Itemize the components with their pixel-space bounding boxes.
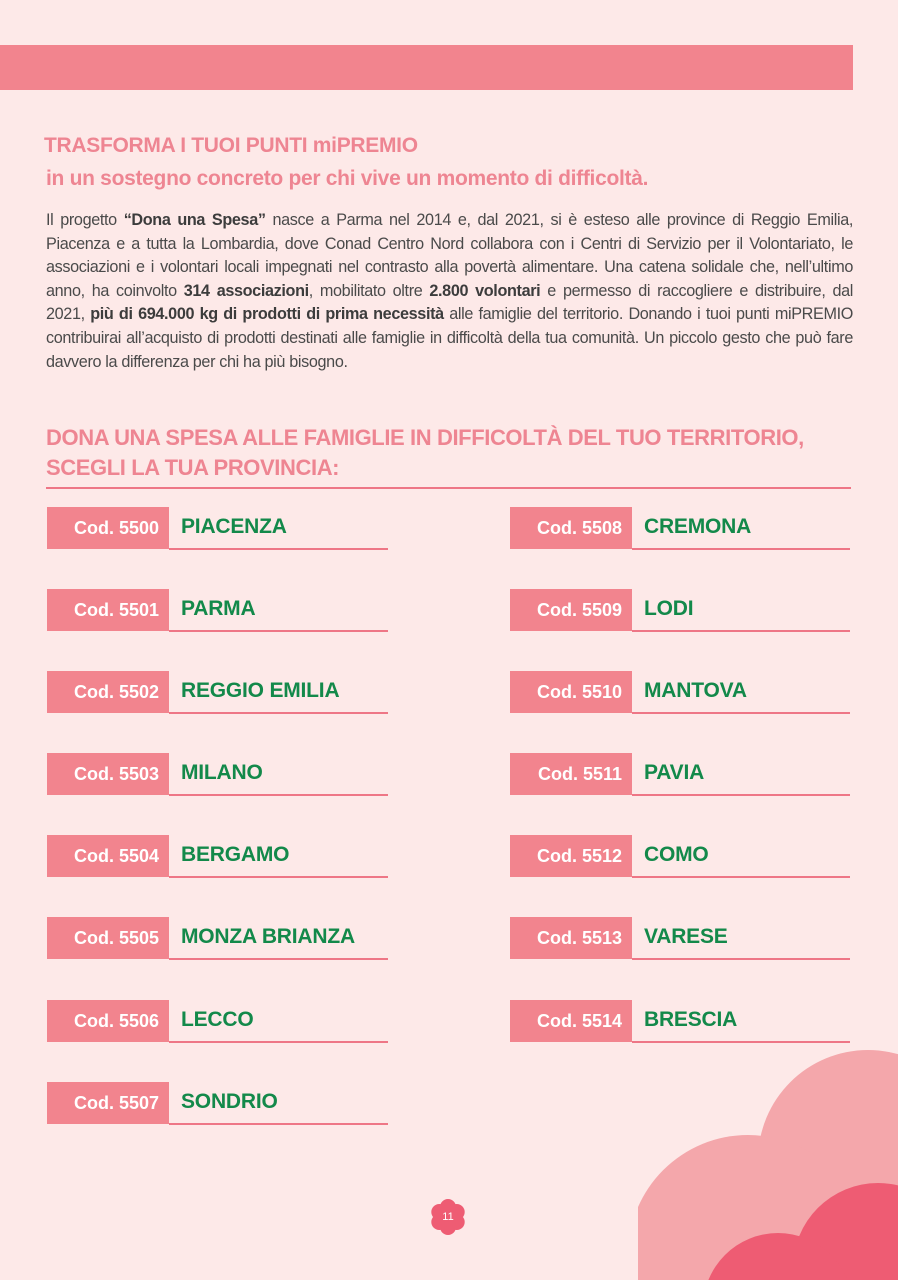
section-title-line1: DONA UNA SPESA ALLE FAMIGLIE IN DIFFICOLTÀ DEL TUO TERRITORIO, bbox=[46, 425, 804, 450]
province-code-badge: Cod. 5508 bbox=[510, 507, 632, 549]
section-title-line2: SCEGLI LA TUA PROVINCIA: bbox=[46, 455, 340, 480]
province-underline bbox=[632, 794, 850, 796]
province-underline bbox=[169, 712, 388, 714]
province-underline bbox=[632, 630, 850, 632]
intro-paragraph bbox=[46, 209, 853, 374]
province-code-badge: Cod. 5512 bbox=[510, 835, 632, 877]
headline-primary: TRASFORMA I TUOI PUNTI miPREMIO bbox=[44, 134, 418, 157]
province-code-badge: Cod. 5507 bbox=[47, 1082, 169, 1124]
intro-stat-products: più di 694.000 kg di prodotti di prima necessità bbox=[90, 305, 444, 324]
province-code-badge: Cod. 5504 bbox=[47, 835, 169, 877]
headline-secondary: in un sostegno concreto per chi vive un momento di difficoltà. bbox=[46, 167, 649, 190]
province-code-badge: Cod. 5501 bbox=[47, 589, 169, 631]
province-underline bbox=[169, 794, 388, 796]
intro-text: Il progetto bbox=[46, 211, 124, 229]
page-number: 11 bbox=[442, 1211, 454, 1223]
province-code-badge: Cod. 5509 bbox=[510, 589, 632, 631]
province-code-badge: Cod. 5511 bbox=[510, 753, 632, 795]
page-number-badge bbox=[429, 1198, 467, 1236]
province-name: PAVIA bbox=[644, 761, 705, 784]
intro-stat-associations: 314 associazioni bbox=[183, 281, 309, 300]
intro-text: alle famiglie del territorio. Donando i tuoi punti miPREMIO contribuirai all’acquisto di prodotti destinati alle famiglie in difficoltà della tua comunità. Un piccolo gesto che può fare davvero la differenza per chi ha più bisogno. bbox=[46, 305, 853, 371]
province-code-badge: Cod. 5513 bbox=[510, 917, 632, 959]
province-underline bbox=[169, 958, 388, 960]
province-name: COMO bbox=[644, 843, 709, 866]
intro-text: , mobilitato oltre bbox=[308, 281, 430, 300]
province-name: VARESE bbox=[644, 925, 728, 948]
province-code-badge: Cod. 5514 bbox=[510, 1000, 632, 1042]
province-name: CREMONA bbox=[644, 515, 752, 538]
province-code-badge: Cod. 5503 bbox=[47, 753, 169, 795]
province-name: BERGAMO bbox=[181, 843, 290, 866]
province-underline bbox=[632, 958, 850, 960]
province-name: BRESCIA bbox=[644, 1008, 738, 1031]
province-name: MONZA BRIANZA bbox=[181, 925, 355, 948]
province-code-badge: Cod. 5506 bbox=[47, 1000, 169, 1042]
province-name: PIACENZA bbox=[181, 515, 287, 538]
intro-stat-volunteers: 2.800 volontari bbox=[429, 281, 541, 300]
province-code-badge: Cod. 5500 bbox=[47, 507, 169, 549]
province-name: LECCO bbox=[181, 1008, 254, 1031]
intro-text: nasce a Parma nel 2014 e, dal 2021, si è esteso alle province di Reggio Emilia, Piacenza e a tutta la Lombardia, dove Conad Centro Nord collabora con i Centri di Servizio per il Volontariato, le associazioni e i volontari locali impegnati nel contrasto alla povertà alimentare. Una catena solidale che, nell’ultimo anno, ha coinvolto bbox=[46, 211, 854, 300]
province-name: MANTOVA bbox=[644, 679, 747, 702]
province-underline bbox=[632, 876, 850, 878]
province-underline bbox=[632, 548, 850, 550]
province-underline bbox=[169, 548, 388, 550]
province-code-badge: Cod. 5510 bbox=[510, 671, 632, 713]
province-name: PARMA bbox=[181, 597, 256, 620]
province-underline bbox=[169, 1123, 388, 1125]
province-underline bbox=[169, 1041, 388, 1043]
province-underline bbox=[632, 712, 850, 714]
province-name: SONDRIO bbox=[181, 1090, 278, 1113]
province-name: LODI bbox=[644, 597, 694, 620]
top-banner-bar bbox=[0, 45, 853, 90]
province-code-badge: Cod. 5502 bbox=[47, 671, 169, 713]
section-title bbox=[46, 423, 856, 483]
decorative-clouds-icon bbox=[638, 1040, 898, 1280]
province-code-badge: Cod. 5505 bbox=[47, 917, 169, 959]
province-underline bbox=[169, 876, 388, 878]
intro-project-name: “Dona una Spesa” bbox=[123, 211, 266, 229]
province-underline bbox=[169, 630, 388, 632]
province-name: REGGIO EMILIA bbox=[181, 679, 340, 702]
section-divider bbox=[46, 487, 851, 489]
province-name: MILANO bbox=[181, 761, 263, 784]
intro-text: e permesso di raccogliere e distribuire, dal 2021, bbox=[46, 281, 854, 324]
